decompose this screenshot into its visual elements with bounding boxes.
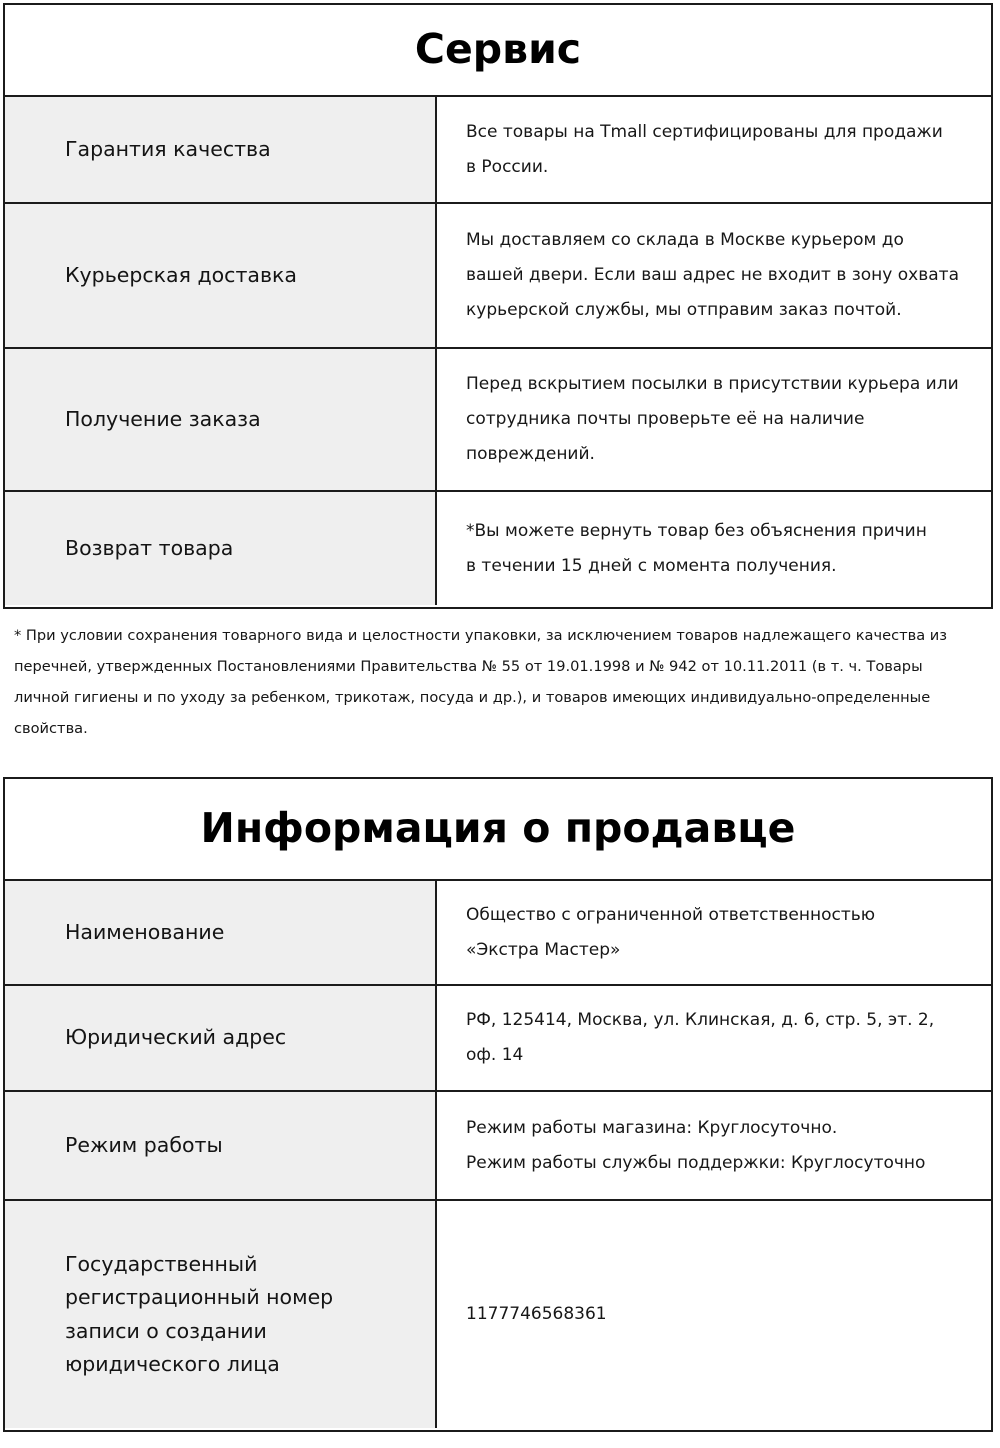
table-row xyxy=(5,204,991,349)
service-table-title-row xyxy=(5,5,991,97)
service-table xyxy=(3,3,993,609)
row-label-cell xyxy=(5,1201,437,1428)
service-table-title: Сервис xyxy=(414,25,582,74)
footnote-line: * При условии сохранения товарного вида и целостности упаковки, за исключением товаров надлежащего качества из xyxy=(14,627,948,644)
value-line: Режим работы магазина: Круглосуточно. xyxy=(466,1117,838,1138)
row-label-text: Получение заказа xyxy=(65,406,261,431)
value-line: «Экстра Мастер» xyxy=(466,939,621,960)
row-value-cell xyxy=(437,881,991,984)
row-value-cell xyxy=(437,1201,991,1428)
row-value-cell xyxy=(437,492,991,605)
value-line: Перед вскрытием посылки в присутствии курьера или xyxy=(466,374,959,395)
table-row xyxy=(5,881,991,986)
footnote-line: личной гигиены и по уходу за ребенком, трикотаж, посуда и др.), и товаров имеющих индивидуально-определенные xyxy=(14,688,931,706)
table-row xyxy=(5,97,991,204)
value-line: сотрудника почты проверьте её на наличие xyxy=(466,409,865,430)
row-value-cell xyxy=(437,97,991,202)
seller-info-table xyxy=(3,777,993,1432)
value-line: вашей двери. Если ваш адрес не входит в зону охвата xyxy=(466,265,959,286)
row-label-cell xyxy=(5,1092,437,1199)
row-label-text xyxy=(65,1248,333,1381)
row-value-cell xyxy=(437,1092,991,1199)
table-row xyxy=(5,986,991,1092)
table-row xyxy=(5,1092,991,1201)
value-line: Мы доставляем со склада в Москве курьером до xyxy=(466,230,904,251)
table-row xyxy=(5,1201,991,1428)
value-line: *Вы можете вернуть товар без объяснения причин xyxy=(466,520,927,541)
label-line: регистрационный номер xyxy=(65,1285,334,1310)
return-policy-footnote xyxy=(14,621,986,745)
row-label-text: Юридический адрес xyxy=(65,1025,287,1050)
table-row xyxy=(5,349,991,492)
value-line: РФ, 125414, Москва, ул. Клинская, д. 6, стр. 5, эт. 2, оф. 14 xyxy=(466,1010,935,1065)
row-value-cell xyxy=(437,349,991,490)
label-line: юридического лица xyxy=(65,1351,280,1376)
row-label-cell xyxy=(5,881,437,984)
row-label-text: Наименование xyxy=(65,919,225,944)
row-label-text: Режим работы xyxy=(65,1132,223,1157)
row-label-text: Гарантия качества xyxy=(65,136,271,161)
seller-table-title: Информация о продавце xyxy=(200,804,796,853)
table-row xyxy=(5,492,991,605)
row-label-text: Курьерская доставка xyxy=(65,262,297,287)
value-line: Общество с ограниченной ответственностью xyxy=(466,904,876,925)
row-label-cell xyxy=(5,97,437,202)
value-line: в течении 15 дней с момента получения. xyxy=(466,555,837,576)
row-value-cell xyxy=(437,986,991,1090)
value-line: 1177746568361 xyxy=(466,1304,607,1325)
row-value-cell xyxy=(437,204,991,347)
row-label-cell xyxy=(5,492,437,605)
value-line: Все товары на Tmall сертифицированы для продажи xyxy=(466,121,943,142)
value-line: повреждений. xyxy=(466,443,595,464)
footnote-line: свойства. xyxy=(14,719,88,737)
row-label-cell xyxy=(5,349,437,490)
label-line: записи о создании xyxy=(65,1318,267,1343)
value-line: Режим работы службы поддержки: Круглосуточно xyxy=(466,1152,926,1173)
value-line: курьерской службы, мы отправим заказ почтой. xyxy=(466,299,902,320)
footnote-line: перечней, утвержденных Постановлениями Правительства № 55 от 19.01.1998 и № 942 от 10.11.2011 (в т. ч. Товары xyxy=(14,657,923,675)
row-label-cell xyxy=(5,986,437,1090)
row-label-cell xyxy=(5,204,437,347)
label-line: Государственный xyxy=(65,1252,258,1277)
row-label-text: Возврат товара xyxy=(65,535,234,560)
seller-table-title-row xyxy=(5,779,991,881)
value-line: в России. xyxy=(466,156,549,177)
